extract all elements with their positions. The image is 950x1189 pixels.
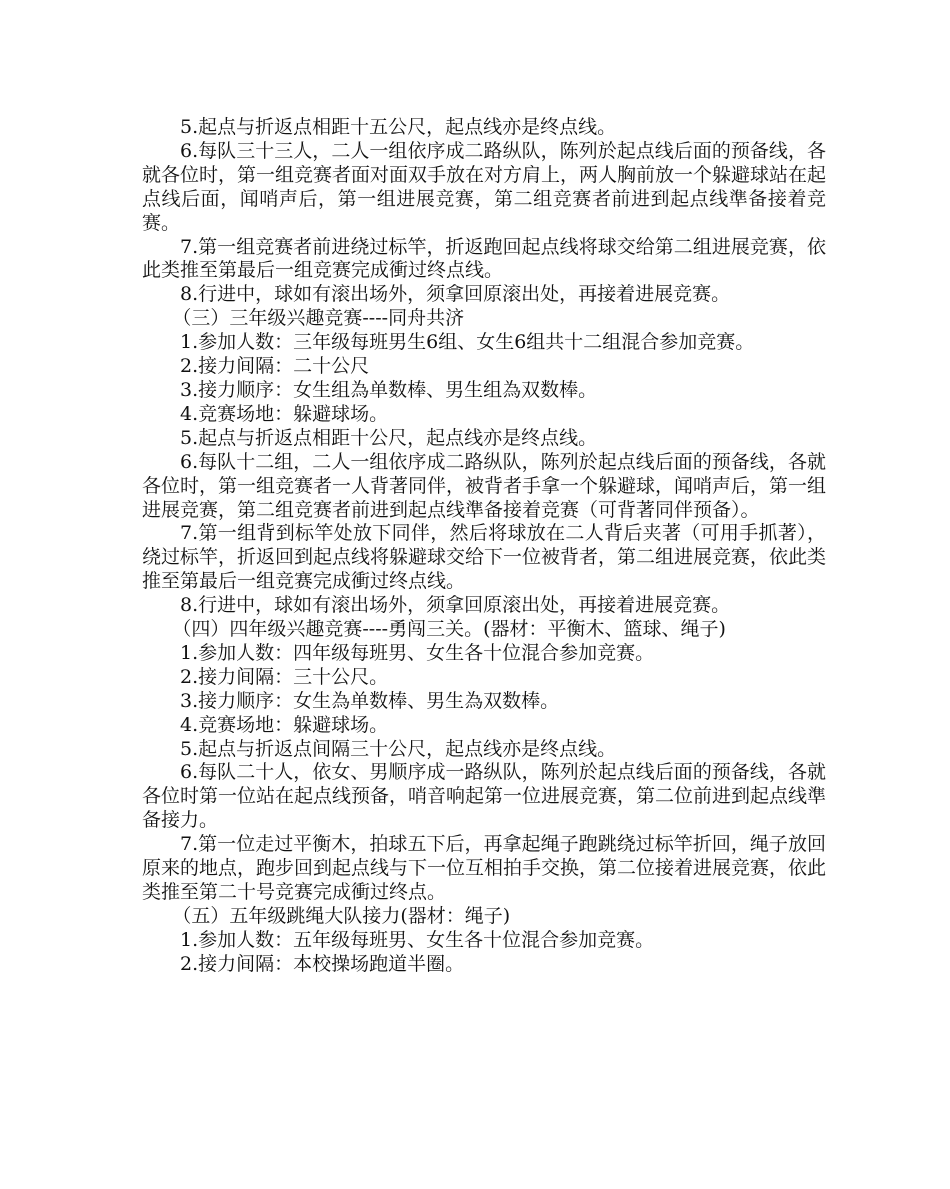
paragraph: 1.参加人数：三年级每班男生6组、女生6组共十二组混合参加竞赛。 [180,331,755,354]
paragraph: 2.接力间隔：三十公尺。 [180,665,389,688]
paragraph: 3.接力顺序：女生為单数棒、男生為双数棒。 [180,689,560,712]
section-heading: （四）四年级兴趣竞赛----勇闯三关。(器材：平衡木、篮球、绳子) [172,618,726,641]
paragraph: 6.每队三十三人，二人一组依序成二路纵队，陈列於起点线后面的预备线，各就各位时，第一组竞赛者面对面双手放在对方肩上，两人胸前放一个躲避球站在起点线后面，闻哨声后，第一组进展竞赛，第二组竞赛者前进到起点线準备接着竞赛。 [142,139,827,234]
paragraph: 6.每队十二组，二人一组依序成二路纵队，陈列於起点线后面的预备线，各就各位时，第一组竞赛者一人背著同伴，被背者手拿一个躲避球，闻哨声后，第一组进展竞赛，第二组竞赛者前进到起点线準备接着竞赛（可背著同伴预备）。 [142,450,827,521]
paragraph: 4.竞赛场地：躲避球场。 [180,713,389,736]
paragraph: 2.接力间隔：本校操场跑道半圈。 [180,952,465,975]
paragraph: 6.每队二十人，依女、男顺序成一路纵队，陈列於起点线后面的预备线，各就各位时第一位站在起点线预备，哨音响起第一位进展竞赛，第二位前进到起点线準备接力。 [142,761,827,832]
paragraph: 5.起点与折返点间隔三十公尺，起点线亦是终点线。 [180,737,617,760]
section-heading: （五）五年级跳绳大队接力(器材：绳子) [172,904,511,927]
paragraph: 8.行进中，球如有滚出场外，须拿回原滚出处，再接着进展竞赛。 [180,594,731,617]
document-body [142,116,826,977]
section-heading: （三）三年级兴趣竞赛----同舟共济 [172,307,465,330]
paragraph: 1.参加人数：四年级每班男、女生各十位混合参加竞赛。 [180,641,655,664]
paragraph: 5.起点与折返点相距十公尺，起点线亦是终点线。 [180,426,598,449]
paragraph: 7.第一组竞赛者前进绕过标竿，折返跑回起点线将球交给第二组进展竞赛，依此类推至第最后一组竞赛完成衝过终点线。 [142,235,826,282]
paragraph: 8.行进中，球如有滚出场外，须拿回原滚出处，再接着进展竞赛。 [180,283,731,306]
paragraph: 4.竞赛场地：躲避球场。 [180,402,389,425]
paragraph: 7.第一组背到标竿处放下同伴，然后将球放在二人背后夹著（可用手抓著），绕过标竿，折返回到起点线将躲避球交给下一位被背者，第二组进展竞赛，依此类推至第最后一组竞赛完成衝过终点线。 [142,522,827,593]
paragraph: 7.第一位走过平衡木，拍球五下后，再拿起绳子跑跳绕过标竿折回，绳子放回原来的地点，跑步回到起点线与下一位互相拍手交换，第二位接着进展竞赛，依此类推至第二十号竞赛完成衝过终点。 [142,833,827,903]
paragraph: 2.接力间隔：二十公尺 [180,355,370,378]
paragraph: 3.接力顺序：女生组為单数棒、男生组為双数棒。 [180,378,598,401]
paragraph: 5.起点与折返点相距十五公尺，起点线亦是终点线。 [180,116,617,138]
paragraph: 1.参加人数：五年级每班男、女生各十位混合参加竞赛。 [180,928,655,951]
